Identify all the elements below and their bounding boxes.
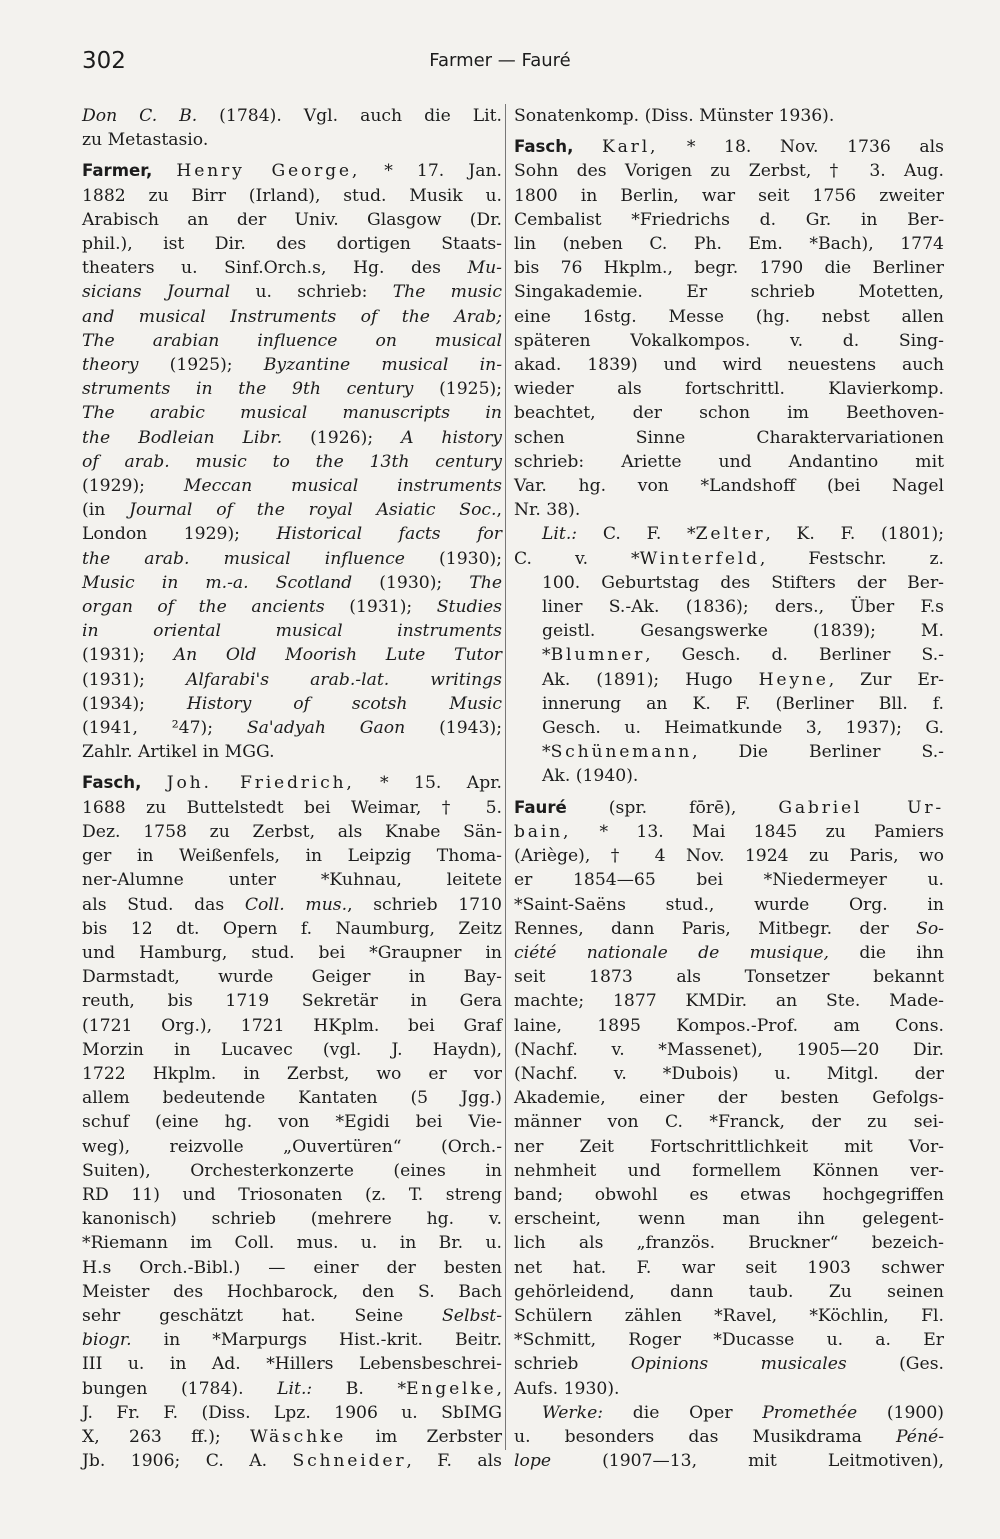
text-line: lich als „französ. Bruckner“ bezeich- <box>514 1233 944 1254</box>
text-line: Morzin in Lucavec (vgl. J. Haydn), <box>82 1039 502 1060</box>
text-line: phil.), ist Dir. des dortigen Staats- <box>82 234 502 255</box>
text-line: u. besonders das Musikdrama Péné- <box>514 1426 944 1447</box>
page-number: 302 <box>82 48 126 74</box>
text-line: erscheint, wenn man ihn gelegent- <box>514 1209 944 1230</box>
text-line: bis 12 dt. Opern f. Naumburg, Zeitz <box>82 918 502 939</box>
entry-keyword: Farmer, <box>82 161 153 181</box>
text-line: Meister des Hochbarock, den S. Bach <box>82 1281 502 1302</box>
text-line: weg), reizvolle „Ouvertüren“ (Orch.- <box>82 1136 502 1157</box>
entry-farmer <box>82 159 502 764</box>
text-line: innerung an K. F. (Berliner Bll. f. <box>542 693 944 714</box>
text-line: späteren Vokalkompos. v. d. Sing- <box>514 330 944 351</box>
text-line: beachtet, der schon im Beethoven- <box>514 403 944 424</box>
text-line: sicians Journal u. schrieb: The music <box>82 282 502 303</box>
text-line: *Schünemann, Die Berliner S.- <box>542 742 944 763</box>
text-line: schen Sinne Charaktervariationen <box>514 427 944 448</box>
text-line: seit 1873 als Tonsetzer bekannt <box>514 967 944 988</box>
text-line: männer von C. *Franck, der zu sei- <box>514 1112 944 1133</box>
text-line: Arabisch an der Univ. Glasgow (Dr. <box>82 209 502 230</box>
text-line: 1688 zu Buttelstedt bei Weimar, † 5. <box>82 797 502 818</box>
text-line: (1934); History of scotsh Music <box>82 693 502 714</box>
text-line: organ of the ancients (1931); Studies <box>82 597 503 618</box>
text-line: bis 76 Hkplm., begr. 1790 die Berliner <box>514 258 944 279</box>
text-line: theaters u. Sinf.Orch.s, Hg. des Mu- <box>82 258 502 279</box>
text-line: (Ariège), † 4 Nov. 1924 zu Paris, wo <box>514 846 944 867</box>
text-line: Schülern zählen *Ravel, *Köchlin, Fl. <box>514 1305 944 1326</box>
text-line: Aufs. 1930). <box>514 1378 620 1399</box>
text-line: geistl. Gesangswerke (1839); M. <box>542 621 944 642</box>
text-line: (1941, ²47); Sa'adyah Gaon (1943); <box>82 718 503 739</box>
text-line: Zahlr. Artikel in MGG. <box>82 742 275 763</box>
text-line: bain, * 13. Mai 1845 zu Pamiers <box>514 821 944 842</box>
text-line: liner S.-Ak. (1836); ders., Über F.s <box>542 597 944 618</box>
entry-fasch-johann-friedrich <box>82 771 502 1473</box>
text-line: *Riemann im Coll. mus. u. in Br. u. <box>82 1233 502 1254</box>
text-line: nehmheit und formellem Können ver- <box>514 1160 944 1181</box>
text-line: Sonatenkomp. (Diss. Münster 1936). <box>514 106 835 126</box>
text-line: eine 16stg. Messe (hg. nebst allen <box>514 306 944 327</box>
text-line: Var. hg. von *Landshoff (bei Nagel <box>514 476 944 497</box>
text-line: und Hamburg, stud. bei *Graupner in <box>82 942 502 963</box>
text-line: ner Zeit Fortschrittlichkeit mit Vor- <box>514 1136 944 1157</box>
text-line: 1722 Hkplm. in Zerbst, wo er vor <box>82 1063 502 1084</box>
text-line: Lit.: C. F. *Zelter, K. F. (1801); <box>542 524 944 545</box>
left-column <box>82 104 502 1473</box>
text-line: Cembalist *Friedrichs d. Gr. in Ber- <box>514 209 944 230</box>
text-line: and musical Instruments of the Arab; <box>82 306 502 327</box>
text-line: Darmstadt, wurde Geiger in Bay- <box>82 967 502 988</box>
text-line: wieder als fortschrittl. Klavierkomp. <box>514 379 944 400</box>
text-line: Sohn des Vorigen zu Zerbst, † 3. Aug. <box>514 161 944 182</box>
text-line: H.s Orch.-Bibl.) — einer der besten <box>82 1257 502 1278</box>
text-line: zu Metastasio. <box>82 130 209 151</box>
text-line: J. Fr. F. (Diss. Lpz. 1906 u. SbIMG <box>82 1402 502 1423</box>
text-line: Ak. (1891); Hugo Heyne, Zur Er- <box>542 669 944 690</box>
text-line: sehr geschätzt hat. Seine Selbst- <box>82 1305 502 1326</box>
text-line: schrieb Opinions musicales (Ges. <box>514 1354 944 1375</box>
entry-keyword: Fauré <box>514 797 567 817</box>
text-line: in oriental musical instruments <box>82 621 502 642</box>
text-line: er 1854—65 bei *Niedermeyer u. <box>514 870 944 891</box>
text-line: gehörleidend, dann taub. Zu seinen <box>514 1281 944 1302</box>
entry-fasch-karl <box>514 135 944 522</box>
text-line: Ak. (1940). <box>542 766 639 787</box>
text-line: (1721 Org.), 1721 HKplm. bei Graf <box>82 1015 502 1036</box>
text-line: ger in Weißenfels, in Leipzig Thoma- <box>82 846 502 867</box>
entry-keyword: Fasch, <box>82 773 142 793</box>
text-line: reuth, bis 1719 Sekretär in Gera <box>82 991 502 1012</box>
text-line: Jb. 1906; C. A. Schneider, F. als <box>82 1451 502 1472</box>
text-line: Nr. 38). <box>514 500 581 521</box>
text-line: of arab. music to the 13th century <box>82 451 502 472</box>
text-line: laine, 1895 Kompos.-Prof. am Cons. <box>514 1015 944 1036</box>
intro-paragraph <box>82 104 502 152</box>
text-line: biogr. in *Marpurgs Hist.-krit. Beitr. <box>82 1330 502 1351</box>
text-line: lin (neben C. Ph. Em. *Bach), 1774 <box>514 234 944 255</box>
text-line: C. v. *Winterfeld, Festschr. z. <box>514 548 944 569</box>
text-line: kanonisch) schrieb (mehrere hg. v. <box>82 1209 502 1230</box>
text-line: band; obwohl es etwas hochgegriffen <box>514 1184 944 1205</box>
text-line: (1929); Meccan musical instruments <box>82 476 503 497</box>
text-line: (Nachf. v. *Dubois) u. Mitgl. der <box>514 1063 944 1084</box>
text-line: 1882 zu Birr (Irland), stud. Musik u. <box>82 185 502 206</box>
text-line: Akademie, einer der besten Gefolgs- <box>514 1088 944 1109</box>
text-line: Fauré (spr. fōrē), Gabriel Ur- <box>514 797 944 818</box>
text-line: (in Journal of the royal Asiatic Soc., <box>82 500 502 521</box>
text-line: *Saint-Saëns stud., wurde Org. in <box>514 894 944 915</box>
right-column <box>514 104 944 1473</box>
text-line: ciété nationale de musique, die ihn <box>514 942 944 963</box>
text-line: struments in the 9th century (1925); <box>82 379 503 400</box>
text-line: X, 263 ff.); Wäschke im Zerbster <box>82 1426 503 1447</box>
continuation-paragraph <box>514 104 944 128</box>
column-divider <box>505 104 506 1450</box>
text-line: London 1929); Historical facts for <box>82 524 502 545</box>
text-line: RD 11) und Triosonaten (z. T. streng <box>82 1184 502 1205</box>
entry-faure <box>514 796 944 1401</box>
text-line: Suiten), Orchesterkonzerte (eines in <box>82 1160 502 1181</box>
text-line: als Stud. das Coll. mus., schrieb 1710 <box>82 894 502 915</box>
text-line: The arabian influence on musical <box>82 330 502 351</box>
text-line: bungen (1784). Lit.: B. *Engelke, <box>82 1378 502 1399</box>
text-line: lope (1907—13, mit Leitmotiven), <box>514 1451 944 1472</box>
text-line: 100. Geburtstag des Stifters der Ber- <box>542 572 944 593</box>
literature-fasch-karl <box>514 522 944 788</box>
text-line: The arabic musical manuscripts in <box>82 403 502 424</box>
text-line: (1931); An Old Moorish Lute Tutor <box>82 645 503 666</box>
text-line: Fasch, Karl, * 18. Nov. 1736 als <box>514 137 944 158</box>
text-line: 1800 in Berlin, war seit 1756 zweiter <box>514 185 944 206</box>
text-line: akad. 1839) und wird neuestens auch <box>514 355 944 376</box>
works-faure <box>514 1401 944 1474</box>
text-line: *Schmitt, Roger *Ducasse u. a. Er <box>514 1330 944 1351</box>
text-line: Fasch, Joh. Friedrich, * 15. Apr. <box>82 773 502 794</box>
text-line: the arab. musical influence (1930); <box>82 548 502 569</box>
text-line: (Nachf. v. *Massenet), 1905—20 Dir. <box>514 1039 944 1060</box>
text-line: III u. in Ad. *Hillers Lebensbeschrei- <box>82 1354 502 1375</box>
text-line: ner-Alumne unter *Kuhnau, leitete <box>82 870 502 891</box>
text-line: allem bedeutende Kantaten (5 Jgg.) <box>82 1088 502 1109</box>
text-line: theory (1925); Byzantine musical in- <box>82 355 503 376</box>
text-line: Music in m.-a. Scotland (1930); The <box>82 572 502 593</box>
text-line: machte; 1877 KMDir. an Ste. Made- <box>514 991 944 1012</box>
running-title: Farmer — Fauré <box>429 50 571 71</box>
entry-keyword: Fasch, <box>514 137 574 157</box>
text-line: Farmer, Henry George, * 17. Jan. <box>82 161 502 182</box>
text-line: Singakademie. Er schrieb Motetten, <box>514 282 944 303</box>
text-line: schuf (eine hg. von *Egidi bei Vie- <box>82 1112 502 1133</box>
text-line: *Blumner, Gesch. d. Berliner S.- <box>542 645 944 666</box>
text-line: (1931); Alfarabi's arab.-lat. writings <box>82 669 502 690</box>
text-line: Rennes, dann Paris, Mitbegr. der So- <box>514 918 944 939</box>
text-line: Werke: die Oper Promethée (1900) <box>542 1402 944 1423</box>
text-line: Don C. B. (1784). Vgl. auch die Lit. <box>82 106 502 126</box>
text-line: Gesch. u. Heimatkunde 3, 1937); G. <box>542 718 944 739</box>
text-line: the Bodleian Libr. (1926); A history <box>82 427 502 448</box>
text-line: schrieb: Ariette und Andantino mit <box>514 451 944 472</box>
text-line: net hat. F. war seit 1903 schwer <box>514 1257 944 1278</box>
text-line: Dez. 1758 zu Zerbst, als Knabe Sän- <box>82 821 502 842</box>
